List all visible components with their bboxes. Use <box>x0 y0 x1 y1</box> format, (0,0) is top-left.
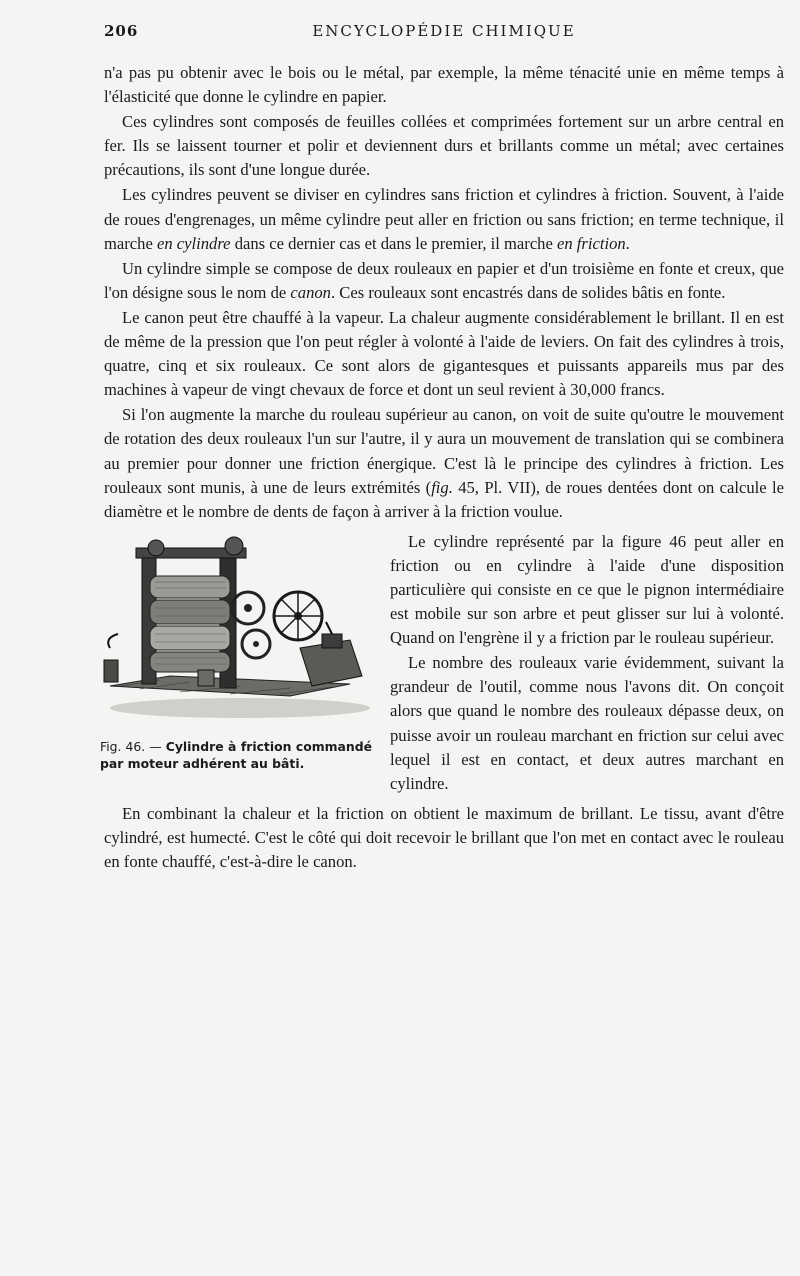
paragraph: Si l'on augmente la marche du rouleau supérieur au canon, on voit de suite qu'outre le mouvement de rotation des deux rouleaux l'un sur l'autre, il y aura un mouvement de translation qui se combinera au premier pour donner une friction énergique. C'est là le principe des cylindres à friction. Les rouleaux sont munis, à une de leurs extrémités (fig. 45, Pl. VII), de roues dentées dont on calcule le diamètre et le nombre de dents de façon à arriver à la friction voulue. <box>104 405 784 521</box>
paragraph: Un cylindre simple se compose de deux rouleaux en papier et d'un troisième en fonte et creux, que l'on désigne sous le nom de canon. Ces rouleaux sont encastrés dans de solides bâtis en fonte. <box>104 258 784 302</box>
figure-46 <box>100 536 372 772</box>
paragraph: Le cylindre représenté par la figure 46 peut aller en friction ou en cylindre à l'aide d'une disposition particulière qui consiste en ce que le pignon intermédiaire est mobile sur son arbre et peut glisser sur lui à volonté. Quand on l'engrène il y a friction par le rouleau supérieur. <box>390 531 784 648</box>
paragraph: Le nombre des rouleaux varie évidemment, suivant la grandeur de l'outil, comme nous l'avons dit. On conçoit alors que quand le nombre des rouleaux dépasse deux, on puisse avoir un rouleau marchant en friction sur celui avec lequel il est en contact, et deux autres marchant en cylindre. <box>390 653 784 793</box>
machine-illustration <box>100 536 372 724</box>
paragraph: n'a pas pu obtenir avec le bois ou le métal, par exemple, la même ténacité unie en même temps à l'élasticité que donne le cylindre en papier. <box>104 63 784 107</box>
paragraph: Le canon peut être chauffé à la vapeur. La chaleur augmente considérablement le brillant. Il en est de même de la pression que l'on peut régler à volonté à l'aide de leviers. On fait des cylindres à trois, quatre, cinq et six rouleaux. Ce sont alors de gigantesques et puissants appareils mus par des machines à vapeur de vingt chevaux de force et dont un seul revient à 30,000 francs. <box>104 307 784 400</box>
page-number: 206 <box>104 22 139 40</box>
running-title: ENCYCLOPÉDIE CHIMIQUE <box>312 22 576 40</box>
paragraph: Ces cylindres sont composés de feuilles collées et comprimées fortement sur un arbre central en fer. Ils se laissent tourner et polir et deviennent durs et brillants comme un métal; avec certaines précautions, ils sont d'une longue durée. <box>104 112 784 180</box>
paragraph: En combinant la chaleur et la friction on obtient le maximum de brillant. Le tissu, avant d'être cylindré, est humecté. C'est le côté qui doit recevoir le brillant que l'on met en contact avec le rouleau en fonte chauffé, c'est-à-dire le canon. <box>104 803 784 871</box>
running-header <box>104 20 784 44</box>
body-text <box>100 61 784 875</box>
figure-caption: Fig. 46. — Cylindre à friction commandé par moteur adhérent au bâti. <box>100 738 373 771</box>
paragraph: Les cylindres peuvent se diviser en cylindres sans friction et cylindres à friction. Souvent, à l'aide de roues d'engrenages, un même cylindre peut aller en friction ou sans friction; en terme technique, il marche en cylindre dans ce dernier cas et dans le premier, il marche en friction. <box>104 185 784 253</box>
